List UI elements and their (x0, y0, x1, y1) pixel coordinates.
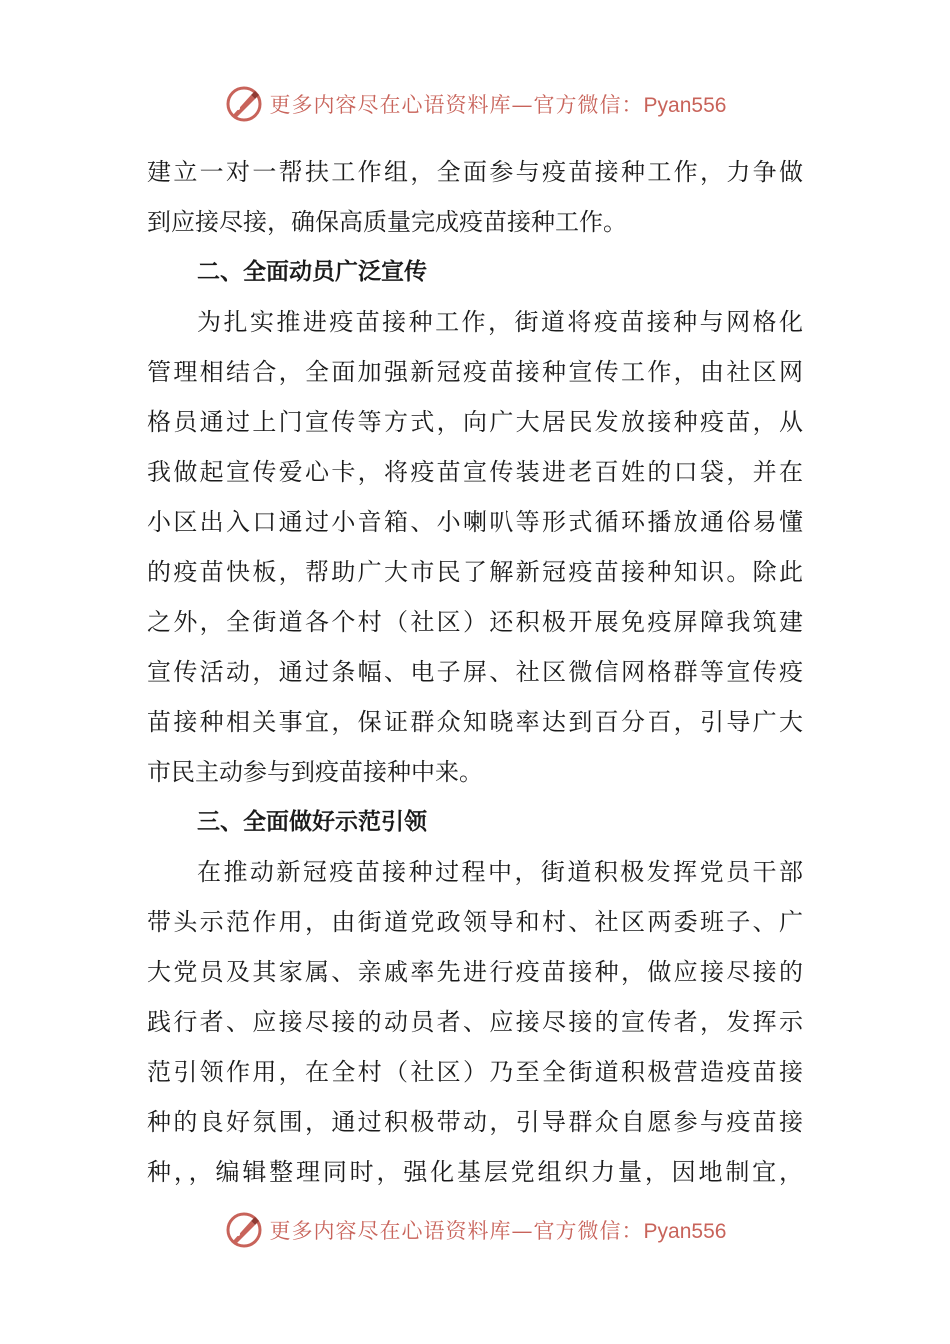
paragraph-line: 之外，全街道各个村（社区）还积极开展免疫屏障我筑建 (147, 608, 803, 636)
paragraph-line: 范引领作用，在全村（社区）乃至全街道积极营造疫苗接 (147, 1058, 803, 1086)
section-heading-3: 三、全面做好示范引领 (197, 809, 427, 835)
paragraph-line: 在推动新冠疫苗接种过程中，街道积极发挥党员干部 (197, 858, 803, 886)
pen-logo-icon (224, 84, 264, 124)
paragraph-line: 市民主动参与到疫苗接种中来。 (147, 758, 483, 786)
document-body (147, 147, 803, 1197)
footer-banner-text: 更多内容尽在心语资料库—官方微信：Pyan556 (269, 1219, 727, 1243)
paragraph-line: 为扎实推进疫苗接种工作，街道将疫苗接种与网格化 (197, 308, 803, 336)
paragraph-line: 管理相结合，全面加强新冠疫苗接种宣传工作，由社区网 (147, 358, 803, 386)
paragraph-line: 苗接种相关事宜，保证群众知晓率达到百分百，引导广大 (147, 708, 803, 736)
paragraph-line: 的疫苗快板，帮助广大市民了解新冠疫苗接种知识。除此 (147, 558, 803, 586)
paragraph-line: 我做起宣传爱心卡，将疫苗宣传装进老百姓的口袋，并在 (147, 458, 803, 486)
section-heading-2: 二、全面动员广泛宣传 (197, 259, 427, 285)
header-banner (0, 84, 950, 124)
paragraph-line: 大党员及其家属、亲戚率先进行疫苗接种，做应接尽接的 (147, 958, 803, 986)
paragraph-line: 践行者、应接尽接的动员者、应接尽接的宣传者，发挥示 (147, 1008, 803, 1036)
paragraph-line: 到应接尽接，确保高质量完成疫苗接种工作。 (147, 208, 627, 236)
paragraph-line: 种的良好氛围，通过积极带动，引导群众自愿参与疫苗接 (147, 1108, 803, 1136)
footer-banner (0, 1210, 950, 1250)
paragraph-line: 带头示范作用，由街道党政领导和村、社区两委班子、广 (147, 908, 803, 936)
paragraph-line: 小区出入口通过小音箱、小喇叭等形式循环播放通俗易懂 (147, 508, 803, 536)
footer-wechat-id: Pyan556 (643, 1220, 727, 1243)
header-wechat-id: Pyan556 (643, 94, 727, 117)
paragraph-line: 格员通过上门宣传等方式，向广大居民发放接种疫苗，从 (147, 408, 803, 436)
paragraph-line: 种，，编辑整理同时，强化基层党组织力量，因地制宜， (147, 1158, 803, 1186)
header-banner-text: 更多内容尽在心语资料库—官方微信：Pyan556 (269, 93, 727, 117)
paragraph-line: 建立一对一帮扶工作组，全面参与疫苗接种工作，力争做 (147, 158, 803, 186)
pen-logo-icon (224, 1210, 264, 1250)
paragraph-line: 宣传活动，通过条幅、电子屏、社区微信网格群等宣传疫 (147, 658, 803, 686)
